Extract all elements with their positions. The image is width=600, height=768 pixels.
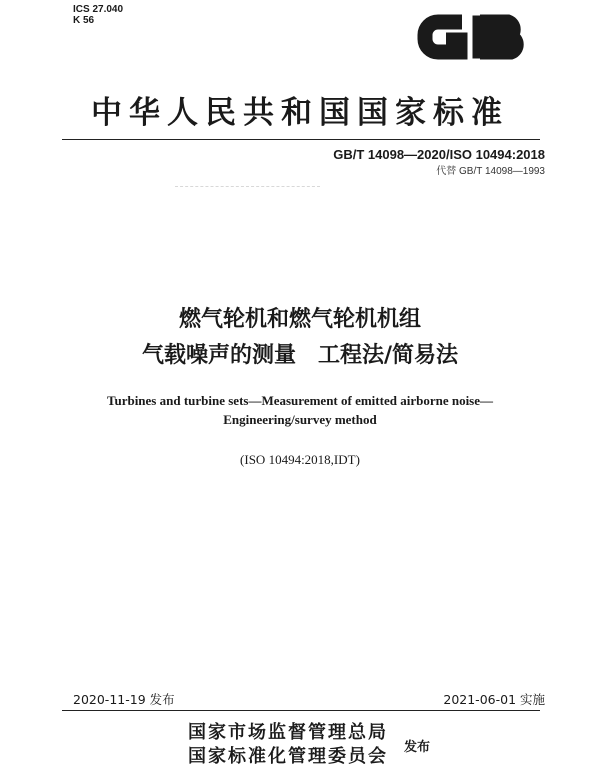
footer-rule: [62, 710, 540, 711]
ccs-code: K 56: [73, 15, 95, 26]
publish-label: 发布: [404, 740, 431, 755]
iso-equivalence: (ISO 10494:2018,IDT): [240, 452, 360, 467]
header-rule: [62, 139, 540, 140]
issuer-line1: 国家市场监督管理总局: [188, 722, 388, 743]
faint-divider: [175, 186, 320, 187]
issuer-line2: 国家标准化管理委员会: [188, 746, 388, 767]
standard-category-name: 中华人民共和国国家标准: [91, 95, 509, 131]
implementation-date: 2021-06-01 实施: [443, 692, 545, 707]
title-en-line2: Engineering/survey method: [223, 412, 377, 427]
ics-classification: [73, 4, 123, 26]
title-cn-line1: 燃气轮机和燃气轮机机组: [178, 307, 421, 332]
standard-number: GB/T 14098—2020/ISO 10494:2018: [333, 147, 545, 162]
ics-code: ICS 27.040: [73, 4, 124, 15]
issue-date: 2020-11-19 发布: [73, 692, 175, 707]
replaces-standard: 代替 GB/T 14098—1993: [436, 166, 545, 177]
title-cn-line2: 气载噪声的测量 工程法/简易法: [141, 343, 459, 368]
title-en-line1: Turbines and turbine sets—Measurement of emitted airborne noise—: [106, 393, 494, 408]
gb-logo: [412, 8, 532, 66]
